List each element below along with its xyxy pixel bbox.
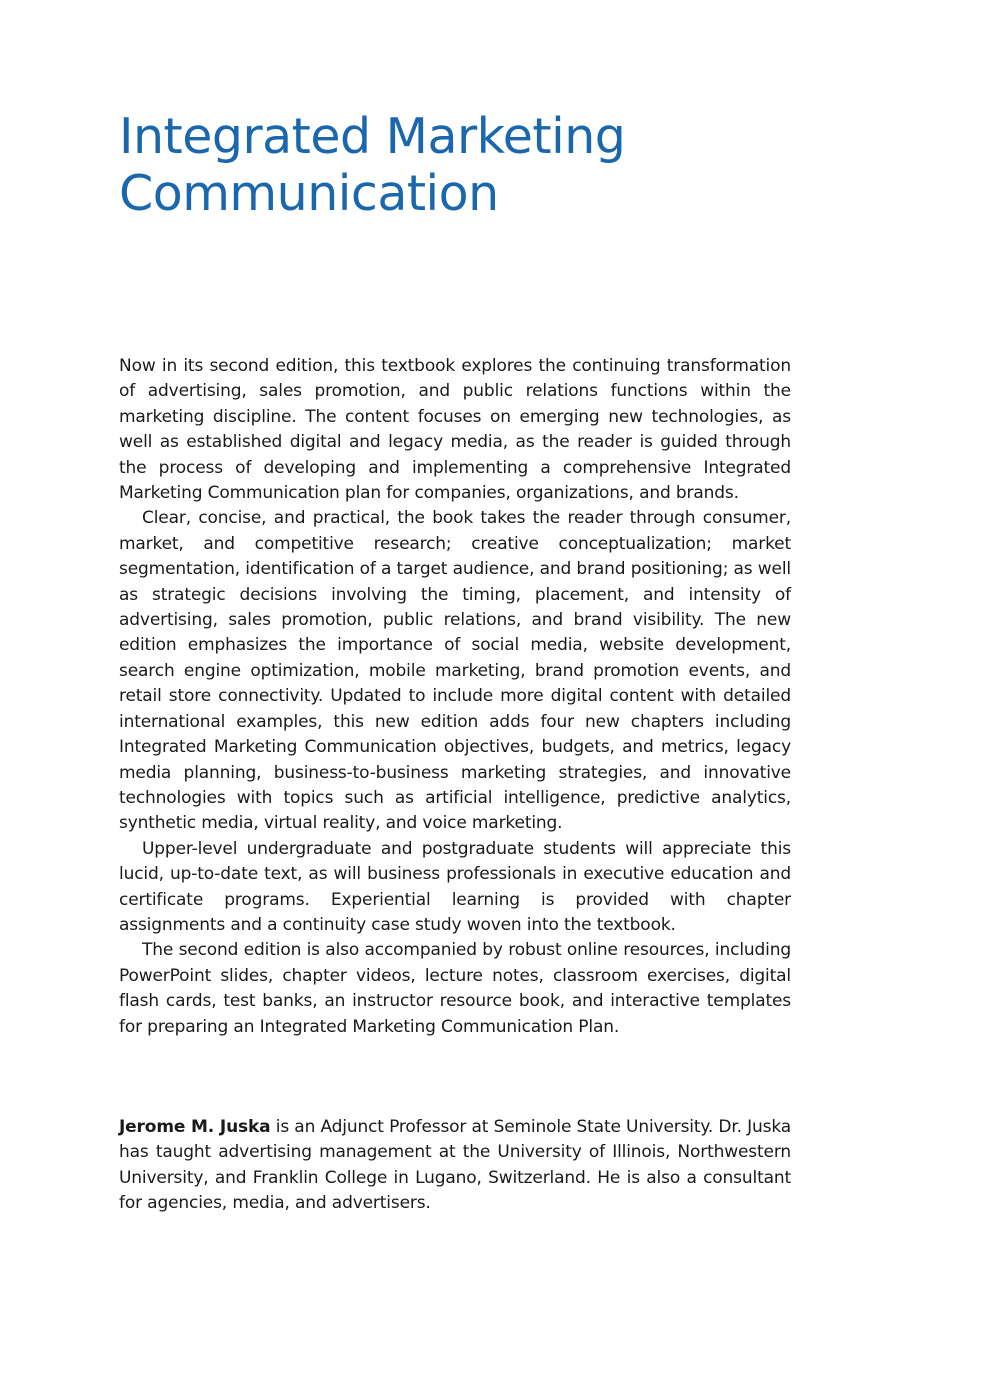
description-paragraph-3: Upper-level undergraduate and postgraduate students will appreciate this lucid, up-to-date text, as will business professionals in executive education and certificate programs. Experiential learning is provided with chapter assignments and a continuity case study woven into the textbook.: [119, 838, 791, 935]
book-description: [119, 354, 791, 1040]
description-paragraph-4: The second edition is also accompanied by robust online resources, including PowerPoint slides, chapter videos, lecture notes, classroom exercises, digital flash cards, test banks, an instructor resource book, and interactive templates for preparing an Integrated Marketing Communication Plan.: [119, 940, 791, 1037]
author-bio: [119, 1115, 791, 1217]
description-paragraph-2: Clear, concise, and practical, the book takes the reader through consumer, market, and competitive research; creative conceptualization; market segmentation, identification of a target audience, and brand positioning; as well as strategic decisions involving the timing, placement, and intensity of advertising, sales promotion, public relations, and brand visibility. The new edition emphasizes the importance of social media, website development, search engine optimization, mobile marketing, brand promotion events, and retail store connectivity. Updated to include more digital content with detailed international examples, this new edition adds four new chapters including Integrated Marketing Communication objectives, budgets, and metrics, legacy media planning, business-to-business marketing strategies, and innovative technologies with topics such as artificial intelligence, predictive analytics, synthetic media, virtual reality, and voice marketing.: [119, 508, 791, 834]
book-title: [119, 108, 819, 222]
description-paragraph-1: Now in its second edition, this textbook explores the continuing transformation of advertising, sales promotion, and public relations functions within the marketing discipline. The content focuses on emerging new technologies, as well as established digital and legacy media, as the reader is guided through the process of developing and implementing a comprehensive Integrated Marketing Communication plan for companies, organizations, and brands.: [119, 356, 791, 504]
book-title-line-2: Communication: [119, 165, 499, 222]
author-name: Jerome M. Juska: [119, 1117, 271, 1137]
author-bio-text: is an Adjunct Professor at Seminole State University. Dr. Juska has taught advertising management at the University of Illinois, Northwestern University, and Franklin College in Lugano, Switzerland. He is also a consultant for agencies, media, and advertisers.: [119, 1117, 791, 1214]
book-title-line-1: Integrated Marketing: [119, 108, 626, 165]
